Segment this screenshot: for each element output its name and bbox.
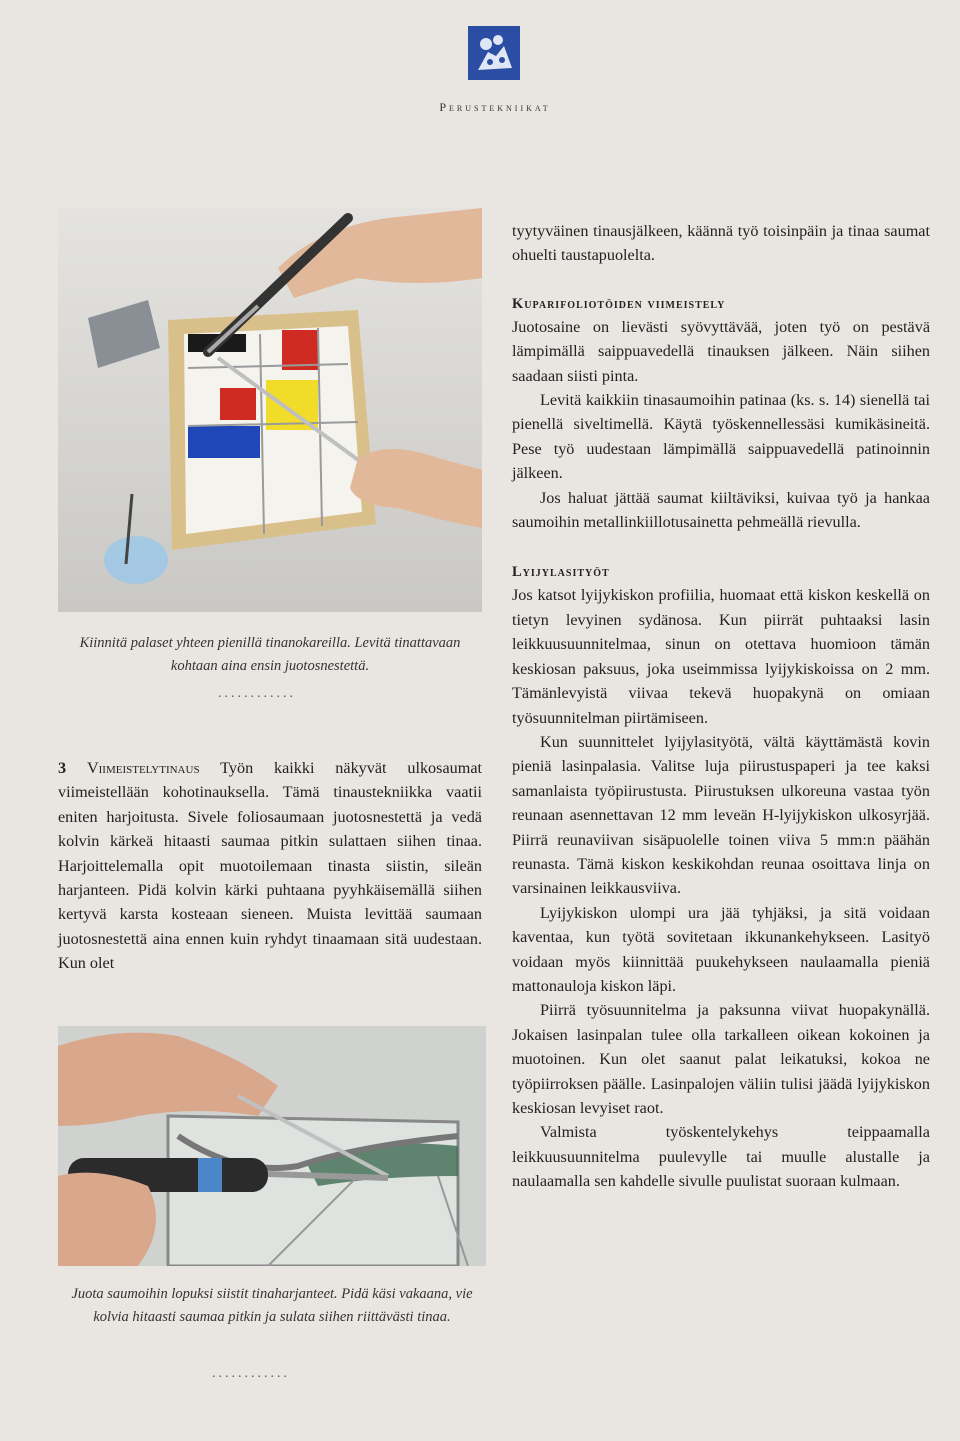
photo-soldering-panel [58,208,482,612]
section-heading-lead-glass: Lyijylasityöt [512,564,610,581]
paragraph: Piirrä työsuunnitelma ja paksunna viivat huopakynällä. Jokaisen lasinpalan tulee olla tarkalleen oikean kokoinen ja muotoinen. Kun olet saanut palat leikatuksi, kokoa ne työpiirroksen päälle. Lasinpalojen väliin tulisi jäädä lyijykiskon keskiosan levyiset raot. [512,1001,930,1117]
fox-emblem-icon [468,26,520,80]
paragraph: Jos haluat jättää saumat kiiltäviksi, kuivaa työ ja hankaa saumoihin metallinkiillotusainetta pehmeällä rievulla. [512,488,930,532]
paragraph: Lyijykiskon ulompi ura jää tyhjäksi, ja sitä voidaan kaventaa, kun työtä sovitetaan ikkunankehykseen. Lasityö voidaan myös kiinnittää puukehykseen naulaamalla pieniä mattonauloja kiskon läpi. [512,903,930,995]
figure-caption-1: Kiinnitä palaset yhteen pienillä tinanokareilla. Levitä tinattavaan kohtaan aina ensin juotosnestettä. [79,635,461,674]
step-title: Viimeistelytinaus [86,759,200,777]
paragraph: Levitä kaikkiin tinasaumoihin patinaa (ks. s. 14) sienellä tai pienellä siveltimellä. Käytä työskennellessäsi kumikäsineitä. Pese työ uudestaan lämpimällä saippuavedellä patinoinnin jälkeen. [512,391,930,483]
caption-separator-1: ............ [218,686,296,701]
paragraph: Kun suunnittelet lyijylasityötä, vältä käyttämästä kovin pieniä lasinpalasia. Valitse luja piirustuspaperi ja tee kaksi samanlaista työpiirustusta. Piirustuksen ulkoreuna vastaa työn reunaan asennettavan 12 mm leveän H-lyijykiskon ulkosyrjää. Piirrä reunaviivan sisäpuolelle toinen viiva 5 mm:n päähän reunasta. Tämä kiskon keskikohdan reunaa osoittava linja on varsinainen leikkausviiva. [512,732,930,898]
step-body: Työn kaikki näkyvät ulkosaumat viimeistellään kohotinauksella. Tämä tinaustekniikka vaatii eniten harjoitusta. Sivele foliosaumaan juotosnestettä ja vedä kolvin kärkeä hitaasti saumaa pitkin sulattaen siihen tinaa. Harjoittelemalla opit muotoilemaan tinasta siistin, sileän harjanteen. Pidä kolvin kärki puhtaana pyyhkäisemällä siihen kertyvä karsta kosteaan sieneen. Muista levittää saumaan juotosnestettä aina ennen kuin ryhdyt tinaamaan sitä uudestaan. Kun olet [58,759,482,973]
left-column [58,756,482,976]
running-head: Perustekniikat [439,100,551,114]
caption-separator-2: ............ [212,1366,290,1381]
photo-bead-soldering [58,1026,486,1266]
right-column [512,219,930,1194]
step-number: 3 [58,759,67,777]
paragraph: Valmista työskentelykehys teippaamalla leikkuusuunnitelma puulevylle tai muulle alustalle ja naulaamalla sen kahdelle sivulle puulistat suoraan kulmaan. [512,1123,930,1191]
paragraph: Jos katsot lyijykiskon profiilia, huomaat että kiskon keskellä on tietyn levyinen sydänosa. Kun piirrät puhtaaksi lasin leikkuusuunnitelmaa, sinun on otettava huomioon tämän keskiosan paksuus, joka useimmissa lyijykiskoissa on 2 mm. Tämänlevyistä viivaa tekevä huopakynä on omiaan työsuunnitelman piirtämiseen. [512,586,930,727]
section-heading-copper-foil: Kuparifoliotöiden viimeistely [512,295,726,312]
figure-caption-2: Juota saumoihin lopuksi siistit tinaharjanteet. Pidä käsi vakaana, vie kolvia hitaasti saumaa pitkin ja sulata siihen riittävästi tinaa. [71,1286,473,1325]
continuation-paragraph: tyytyväinen tinausjälkeen, käännä työ toisinpäin ja tinaa saumat ohuelti taustapuolelta. [512,222,930,265]
paragraph: Juotosaine on lievästi syövyttävää, joten työ on pestävä lämpimällä saippuavedellä tinauksen jälkeen. Näin siihen saadaan siisti pinta. [512,317,930,385]
